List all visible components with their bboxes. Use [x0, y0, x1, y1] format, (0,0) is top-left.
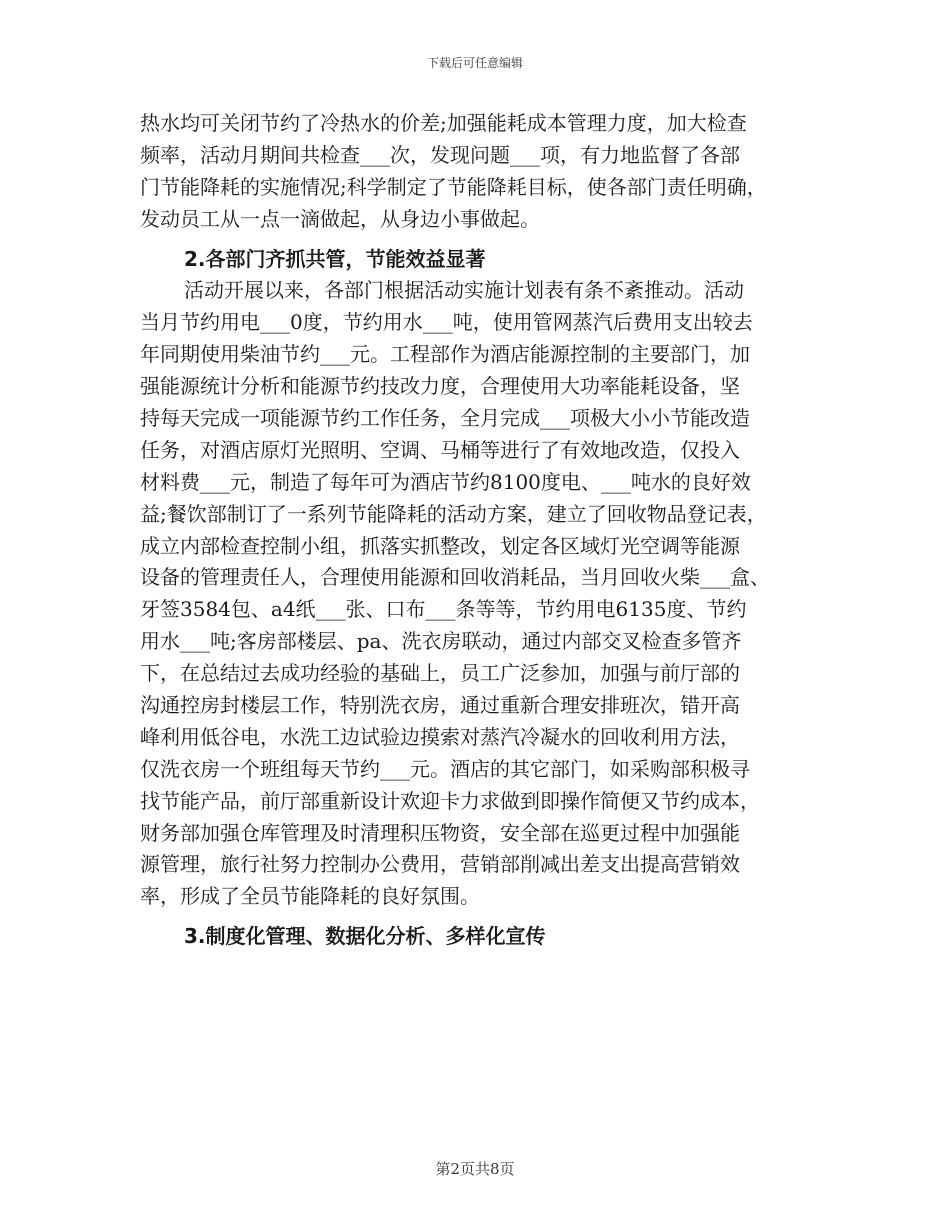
text-line: 当月节约用电___0度，节约用水___吨，使用管网蒸汽后费用支出较去: [140, 310, 753, 335]
text-line: 年同期使用柴油节约___元。工程部作为酒店能源控制的主要部门，加: [140, 342, 750, 367]
text-line: 任务，对酒店原灯光照明、空调、马桶等进行了有效地改造，仅投入: [140, 437, 740, 462]
text-line: 财务部加强仓库管理及时清理积压物资，安全部在巡更过程中加强能: [140, 820, 740, 845]
text-line: 热水均可关闭节约了冷热水的价差;加强能耗成本管理力度，加大检查: [140, 111, 747, 135]
text-line: 用水___吨;客房部楼层、pa、洗衣房联动，通过内部交叉检查多管齐: [140, 629, 742, 654]
text-line: 活动开展以来，各部门根据活动实施计划表有条不紊推动。活动: [184, 278, 744, 303]
section-heading-3: 3.制度化管理、数据化分析、多样化宣传: [184, 924, 546, 949]
page-number: 第2页共8页: [435, 1160, 515, 1178]
text-line: 材料费___元，制造了每年可为酒店节约8100度电、___吨水的良好效: [140, 469, 751, 494]
section-heading-2: 2.各部门齐抓共管，节能效益显著: [184, 246, 486, 271]
text-line: 益;餐饮部制订了一系列节能降耗的活动方案，建立了回收物品登记表，: [140, 501, 767, 526]
text-line: 找节能产品，前厅部重新设计欢迎卡力求做到即操作简便又节约成本，: [140, 788, 760, 813]
text-line: 率，形成了全员节能降耗的良好氛围。: [140, 884, 480, 909]
document-body: [140, 108, 820, 953]
text-line: 发动员工从一点一滴做起，从身边小事做起。: [140, 206, 540, 231]
text-line: 沟通控房封楼层工作，特别洗衣房，通过重新合理安排班次，错开高: [140, 693, 740, 718]
text-line: 成立内部检查控制小组，抓落实抓整改，划定各区域灯光空调等能源: [140, 533, 740, 558]
text-line: 频率，活动月期间共检查___次，发现问题___项，有力地监督了各部: [140, 142, 740, 167]
text-line: 下，在总结过去成功经验的基础上，员工广泛参加，加强与前厅部的: [140, 661, 740, 686]
text-line: 峰利用低谷电，水洗工边试验边摸索对蒸汽冷凝水的回收利用方法，: [140, 724, 740, 749]
text-line: 设备的管理责任人，合理使用能源和回收消耗品，当月回收火柴___盒、: [140, 565, 770, 590]
text-line: 门节能降耗的实施情况;科学制定了节能降耗目标，使各部门责任明确，: [140, 174, 767, 199]
text-line: 强能源统计分析和能源节约技改力度，合理使用大功率能耗设备，坚: [140, 374, 740, 399]
paragraph-2: [140, 275, 820, 913]
text-line: 持每天完成一项能源节约工作任务，全月完成___项极大小小节能改造: [140, 406, 750, 431]
page-header: 下载后可任意编辑: [426, 56, 523, 70]
text-line: 仅洗衣房一个班组每天节约___元。酒店的其它部门，如采购部积极寻: [140, 756, 750, 781]
text-line: 牙签3584包、a4纸___张、口布___条等等，节约用电6135度、节约: [140, 597, 747, 622]
text-line: 源管理，旅行社努力控制办公费用，营销部削减出差支出提高营销效: [140, 852, 740, 877]
paragraph-1: [140, 108, 820, 236]
